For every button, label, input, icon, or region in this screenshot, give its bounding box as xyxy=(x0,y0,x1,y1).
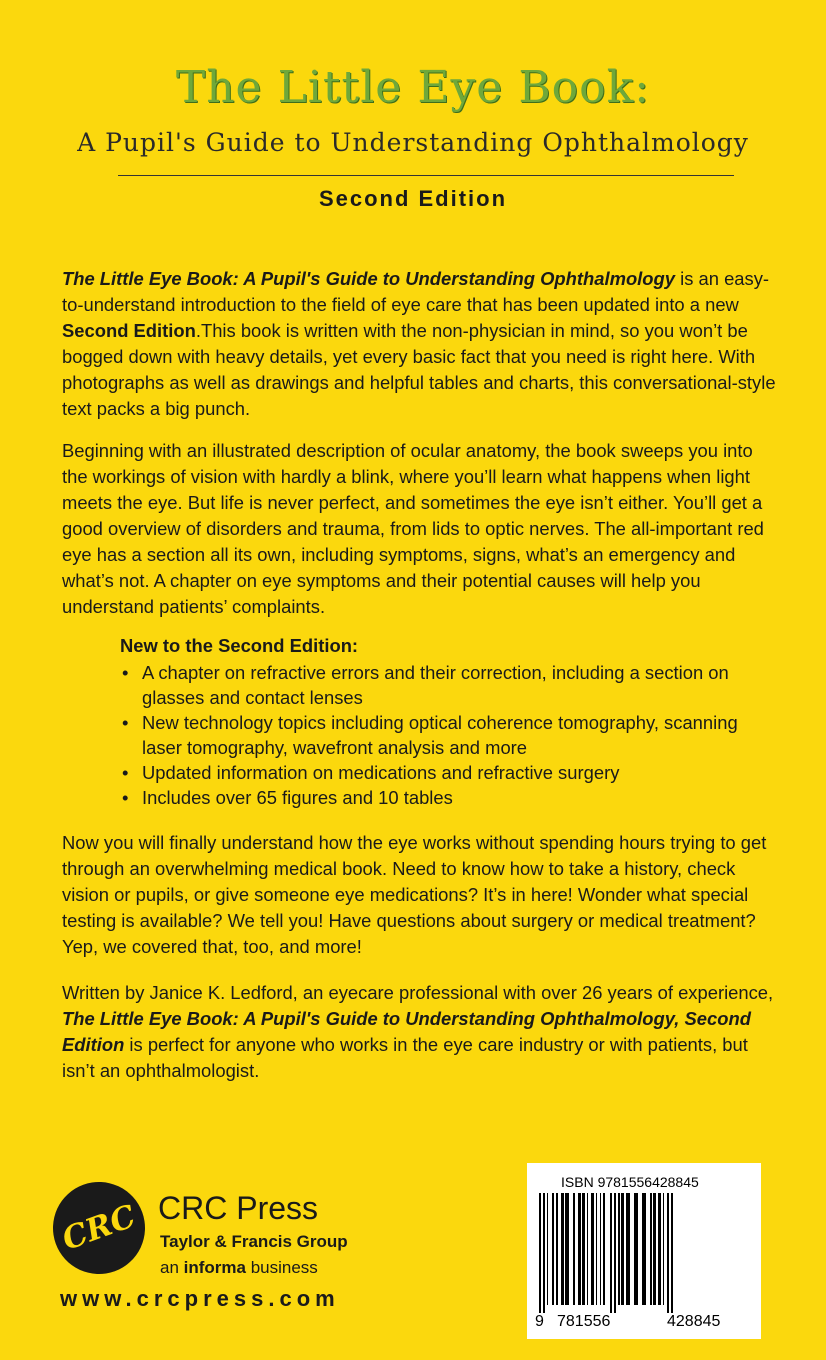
list-item: • Includes over 65 figures and 10 tables xyxy=(120,785,760,810)
barcode-bar xyxy=(614,1193,616,1313)
new-edition-list xyxy=(120,660,760,810)
barcode-bar xyxy=(539,1193,541,1313)
barcode-bar xyxy=(626,1193,629,1305)
barcode-bar xyxy=(582,1193,585,1305)
barcode-bar xyxy=(578,1193,581,1305)
edition-label: Second Edition xyxy=(318,186,508,211)
barcode-bar xyxy=(650,1193,652,1305)
list-item: • New technology topics including optical coherence tomography, scanning laser tomography, wavefront analysis and more xyxy=(120,710,760,760)
crc-logo xyxy=(40,1169,158,1287)
barcode-bar xyxy=(543,1193,545,1313)
barcode-bar xyxy=(634,1193,637,1305)
barcode-bar xyxy=(663,1193,664,1305)
isbn-barcode xyxy=(527,1163,761,1339)
barcode-bar xyxy=(552,1193,554,1305)
barcode-bar xyxy=(556,1193,558,1305)
barcode-bar xyxy=(629,1193,630,1305)
barcode-bar xyxy=(547,1193,548,1305)
barcode-bar xyxy=(645,1193,646,1305)
author-text-a: Written by Janice K. Ledford, an eyecare professional with over 26 years of experience, xyxy=(62,982,774,1003)
barcode-bar xyxy=(642,1193,645,1305)
barcode-digit-group1: 781556 xyxy=(557,1313,611,1330)
book-subtitle: A Pupil's Guide to Understanding Ophthalmology xyxy=(77,128,749,157)
barcode-digit-lead: 9 xyxy=(535,1313,544,1330)
barcode-bar xyxy=(587,1193,588,1305)
publisher-name: CRC Press xyxy=(158,1190,319,1226)
intro-edition: Second Edition xyxy=(62,320,196,341)
understanding-paragraph: Now you will finally understand how the eye works without spending hours trying to get through an overwhelming medical book. Need to know how to take a history, check vision or pupils, or give someone eye medications? It’s in here! Wonder what special testing is available? We tell you! Have questions about surgery or medical treatment? Yep, we covered that, too, and more! xyxy=(62,832,767,957)
book-title: The Little Eye Book: xyxy=(175,62,651,113)
barcode-bar xyxy=(568,1193,569,1305)
barcode-bar xyxy=(610,1193,612,1313)
barcode-bar xyxy=(561,1193,564,1305)
barcode-bar xyxy=(637,1193,638,1305)
barcode-digit-group2: 428845 xyxy=(667,1313,721,1330)
barcode-bar xyxy=(671,1193,673,1313)
barcode-bar xyxy=(591,1193,594,1305)
barcode-digits xyxy=(527,1313,761,1337)
barcode-bar xyxy=(596,1193,597,1305)
barcode-bar xyxy=(573,1193,575,1305)
author-text-b: is perfect for anyone who works in the eye care industry or with patients, but isn’t an ophthalmologist. xyxy=(62,1034,748,1081)
barcode-bar xyxy=(621,1193,624,1305)
barcode-bar xyxy=(565,1193,568,1305)
new-edition-section xyxy=(120,633,760,810)
barcode-bar xyxy=(603,1193,605,1305)
anatomy-paragraph: Beginning with an illustrated description of ocular anatomy, the book sweeps you into the workings of vision with hardly a blink, where you’ll learn what happens when light meets the eye. But life is never perfect, and sometimes the eye isn’t either. You’ll get a good overview of disorders and trauma, from lids to optic nerves. The all-important red eye has a section all its own, including symptoms, signs, what’s an emergency and what’s not. A chapter on eye symptoms and their potential causes will help you understand patients’ complaints. xyxy=(62,440,764,617)
author-book-title: The Little Eye Book: A Pupil's Guide to Understanding Ophthalmology, Second Edition xyxy=(62,1008,751,1055)
crc-logo-text: CRC xyxy=(57,1198,141,1258)
intro-book-title: The Little Eye Book: A Pupil's Guide to Understanding Ophthalmology xyxy=(62,268,675,289)
barcode-bars xyxy=(537,1193,751,1313)
list-item: • Updated information on medications and refractive surgery xyxy=(120,760,760,785)
tagline-informa: informa xyxy=(183,1258,246,1277)
tagline-prefix: an xyxy=(160,1258,184,1277)
barcode-bar xyxy=(667,1193,669,1313)
intro-text-a: is an easy-to-understand introduction to the field of eye care that has been updated into a new xyxy=(62,268,770,315)
barcode-bar xyxy=(618,1193,620,1305)
publisher-group: Taylor & Francis Group xyxy=(160,1232,348,1251)
author-paragraph xyxy=(62,980,782,1084)
tagline-suffix: business xyxy=(245,1258,318,1277)
new-edition-heading: New to the Second Edition: xyxy=(120,635,359,656)
intro-paragraph xyxy=(62,266,782,422)
barcode-bar xyxy=(658,1193,661,1305)
publisher-website: www.crcpress.com xyxy=(60,1286,340,1311)
publisher-tagline xyxy=(160,1258,318,1278)
list-item: • A chapter on refractive errors and their correction, including a section on glasses and contact lenses xyxy=(120,660,760,710)
isbn-label: ISBN 9781556428845 xyxy=(561,1174,699,1190)
title-divider xyxy=(118,175,734,176)
barcode-bar xyxy=(653,1193,656,1305)
intro-text-b: .This book is written with the non-physician in mind, so you won’t be bogged down with heavy details, yet every basic fact that you need is right here. With photographs as well as drawings and helpful tables and charts, this conversational-style text packs a big punch. xyxy=(62,320,776,419)
barcode-bar xyxy=(600,1193,601,1305)
